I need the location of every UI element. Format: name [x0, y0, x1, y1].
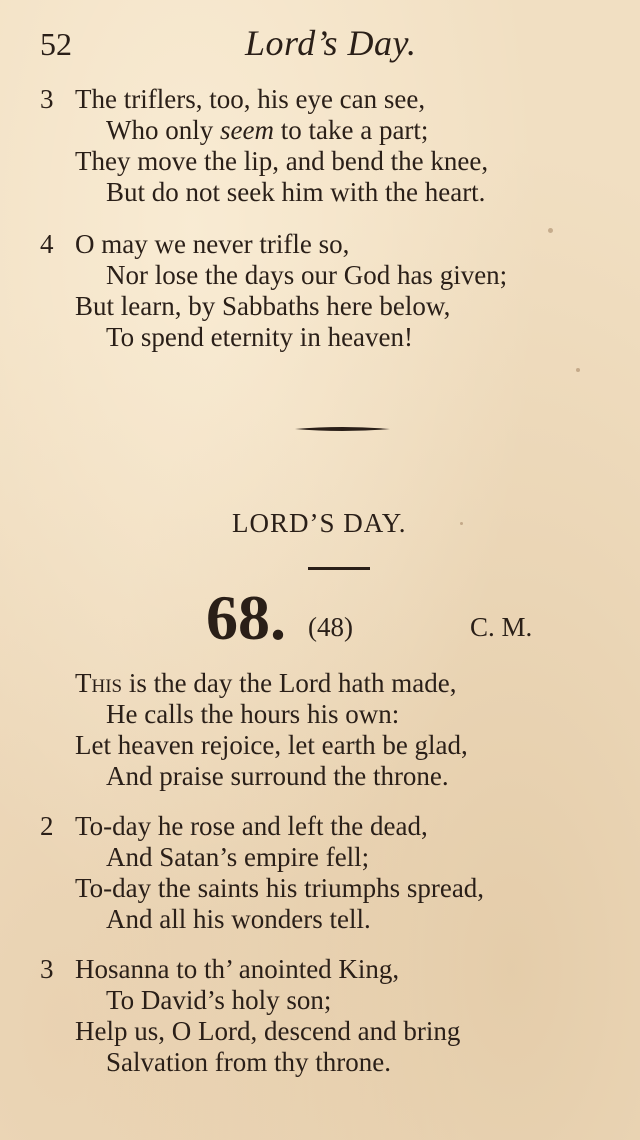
- verse-line: They move the lip, and bend the knee,: [75, 146, 489, 176]
- hymn-meter: C. M.: [470, 612, 533, 642]
- verse-line: But learn, by Sabbaths here below,: [75, 291, 451, 321]
- stanza-number: 3: [40, 954, 54, 984]
- page-header: [40, 22, 600, 72]
- page-number: 52: [40, 26, 72, 62]
- stanza-number: 2: [40, 811, 54, 841]
- verse-line: And all his wonders tell.: [106, 904, 371, 934]
- hymn-number: 68.: [206, 582, 286, 653]
- verse-line: [75, 668, 457, 699]
- verse-line: And praise surround the throne.: [106, 761, 449, 791]
- verse-line: To-day the saints his triumphs spread,: [75, 873, 485, 903]
- running-head: Lord’s Day.: [245, 23, 417, 63]
- section-title: LORD’S DAY.: [232, 508, 407, 538]
- verse-line: [106, 115, 428, 146]
- verse-line: O may we never trifle so,: [75, 229, 350, 259]
- verse-line: To spend eternity in heaven!: [106, 322, 414, 352]
- stanza-number: 3: [40, 84, 54, 114]
- verse-line: Nor lose the days our God has given;: [106, 260, 508, 290]
- first-word: This: [75, 668, 123, 698]
- verse-line: Hosanna to th’ anointed King,: [75, 954, 400, 984]
- verse-text: Who only: [106, 115, 220, 145]
- verse-line: He calls the hours his own:: [106, 699, 400, 729]
- ornamental-rule: [295, 425, 390, 433]
- verse-text: is the day the Lord hath made,: [122, 668, 457, 698]
- verse-line: Help us, O Lord, descend and bring: [75, 1016, 461, 1046]
- verse-line: To David’s holy son;: [106, 985, 332, 1015]
- hymn-alternate-number: (48): [308, 612, 353, 642]
- paper-speck: [576, 368, 580, 372]
- verse-line: And Satan’s empire fell;: [106, 842, 370, 872]
- verse-line: But do not seek him with the heart.: [106, 177, 486, 207]
- verse-line: Salvation from thy throne.: [106, 1047, 391, 1077]
- stanza-number: 4: [40, 229, 54, 259]
- title-rule: [308, 567, 370, 570]
- verse-line: To-day he rose and left the dead,: [75, 811, 428, 841]
- verse-line: Let heaven rejoice, let earth be glad,: [75, 730, 468, 760]
- paper-speck: [460, 522, 463, 525]
- verse-emphasis: seem: [220, 115, 274, 145]
- paper-speck: [548, 228, 553, 233]
- verse-line: The triflers, too, his eye can see,: [75, 84, 426, 114]
- verse-text: to take a part;: [273, 115, 429, 145]
